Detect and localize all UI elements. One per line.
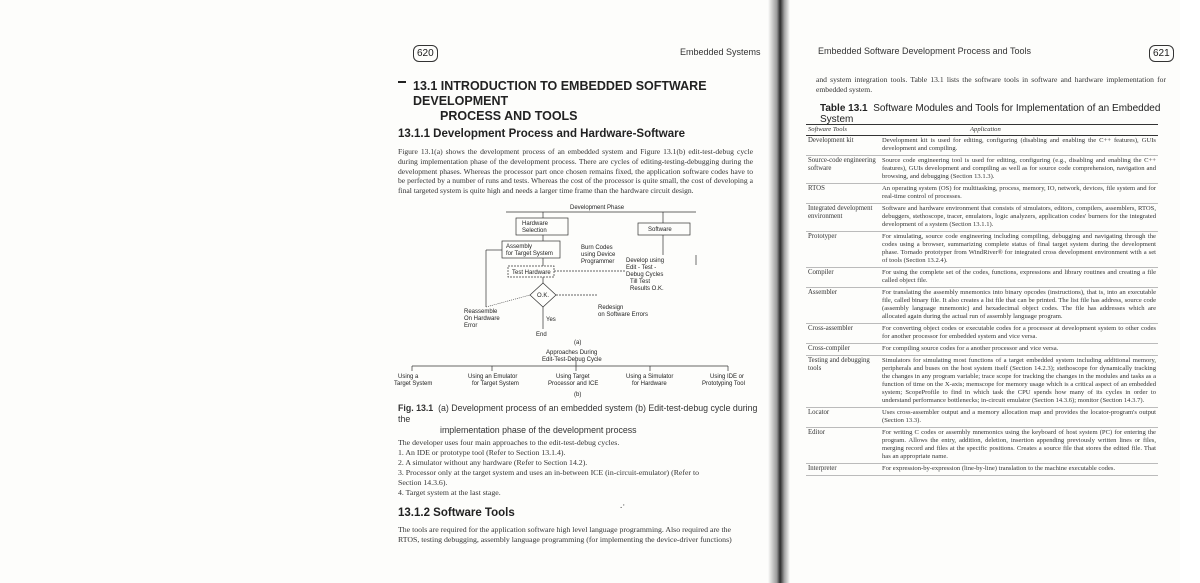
list-item: 1. An IDE or prototype tool (Refer to Section 13.1.4). <box>398 448 566 457</box>
tool-cell: Source-code engineering software <box>806 156 880 184</box>
tool-cell: Prototyper <box>806 232 880 268</box>
label-b: (b) <box>574 392 582 398</box>
list-item: 2. A simulator without any hardware (Refer to Section 14.2). <box>398 458 588 467</box>
tool-cell: Editor <box>806 428 880 464</box>
approach5-line1: Using IDE or <box>710 374 745 380</box>
label-a: (a) <box>574 340 582 346</box>
reasm-line3: Error <box>464 323 478 329</box>
caption-line1: (a) Development process of an embedded system (b) Edit-test-debug cycle during the <box>398 403 758 424</box>
page-number: 621 <box>1149 45 1174 62</box>
tool-cell: RTOS <box>806 184 880 204</box>
approaches-line2: Edit-Test-Debug Cycle <box>542 357 602 363</box>
test-hw-label: Test Hardware <box>512 270 551 276</box>
caption-line2: implementation phase of the development process <box>440 425 637 435</box>
right-intro <box>816 75 1166 95</box>
application-cell: Source code engineering tool is used for editing, configuring (e.g., disabling and enabling the C++ features), GUIs development and compiling as well as for source code comprehension, navigation and browsing, and debugging (Section 13.1.3). <box>880 156 1158 184</box>
table-row <box>806 232 1158 268</box>
approach5-line2: Prototyping Tool <box>702 381 745 387</box>
hw-sel-line2: Selection <box>522 228 547 234</box>
paragraph-2 <box>398 525 756 545</box>
table-row <box>806 184 1158 204</box>
paragraph-1 <box>398 147 753 196</box>
tool-cell: Locator <box>806 408 880 428</box>
application-cell: For translating the assembly mnemonics into binary opcodes (instructions), that is, into an executable file, called binary file. It also creates a list file that can be printed. The list file has address, source code (assembly language mnemonic) and hexadecimal object codes. The file has addresses which are allocated again during the actual run of assembly language program. <box>880 288 1158 324</box>
end-label: End <box>536 332 547 338</box>
reasm-line1: Reassemble <box>464 309 498 315</box>
table-row <box>806 204 1158 232</box>
running-head: Embedded Software Development Process and Tools <box>818 46 1031 56</box>
table-row <box>806 288 1158 324</box>
tool-cell: Compiler <box>806 268 880 288</box>
redesign-line2: on Software Errors <box>598 312 649 318</box>
book-gutter <box>768 0 790 583</box>
burn-line1: Burn Codes <box>581 245 613 251</box>
table-title-text: Software Modules and Tools for Implementation of an Embedded System <box>820 103 1161 125</box>
asm-line2: for Target System <box>506 251 553 257</box>
tool-cell: Development kit <box>806 136 880 156</box>
approach-items <box>398 448 758 498</box>
table-row <box>806 268 1158 288</box>
page-edge <box>1180 0 1200 583</box>
application-cell: For writing C codes or assembly mnemonics using the keyboard of host system (PC) for entering the program. Allows the entry, addition, deletion, insertion appending previously written lines or files, merging record and files at the specific positions. Creates a source file that stores the edited file. That has an appropriate name. <box>880 428 1158 464</box>
approaches-line1: Approaches During <box>546 350 598 356</box>
list-item: 3. Processor only at the target system and uses an in-between ICE (in-circuit-emulator) (Refer to <box>398 468 700 477</box>
yes-label: Yes <box>546 317 556 323</box>
subsection-title-1: 13.1.1 Development Process and Hardware-Software <box>398 128 685 140</box>
section-marker <box>398 81 406 83</box>
ok-label: O.K. <box>537 293 550 299</box>
phase-label: Development Phase <box>570 205 625 211</box>
section-title-line2: PROCESS AND TOOLS <box>440 109 578 123</box>
approach3-line1: Using Target <box>556 374 590 380</box>
paragraph-1-text: Figure 13.1(a) shows the development process of an embedded system and Figure 13.1(b) edit-test-debug cycle during implementation phase of the development process. There are cycles of editing-testing-debugging during the development phases. Whereas the processor part once chosen remains fixed, the application software codes have to be perfected by a number of runs and tests. Whereas the cost of the processor is quite small, the cost of developing a final targeted system is quite high and needs a larger time frame than the hardware circuit design. <box>398 147 753 196</box>
col-header-application: Application <box>880 125 1158 136</box>
tool-cell: Integrated development environment <box>806 204 880 232</box>
approach4-line1: Using a Simulator <box>626 374 674 380</box>
application-cell: For converting object codes or executable codes for a processor at development system to other codes for another processor for embedded system and vice versa. <box>880 324 1158 344</box>
table-row <box>806 344 1158 356</box>
table-row <box>806 136 1158 156</box>
tool-cell: Cross-assembler <box>806 324 880 344</box>
approach1-line1: Using a <box>398 374 419 380</box>
tool-cell: Interpreter <box>806 464 880 476</box>
section-title-line1: 13.1 INTRODUCTION TO EMBEDDED SOFTWARE DEVELOPMENT <box>413 79 707 108</box>
develop-line5: Results O.K. <box>630 286 664 292</box>
application-cell: For simulating, source code engineering including compiling, debugging and navigating through the codes using a browser, summarizing complete status of final target system during the development phase. Tornado prototyper from WindRiver® for integrated cross development environment with a set of tools (Section 13.2.4). <box>880 232 1158 268</box>
paragraph-2-line2: RTOS, testing debugging, assembly language programming (for implementing the device-driver functions) <box>398 535 732 544</box>
application-cell: Simulators for simulating most functions of a target embedded system including additional memory, peripherals and buses on the host system itself (Section 14.2.3); stethoscope for dynamically tracking the changes in any program variable; trace scope for tracking the changes in the modules and tasks as a function of time on the X-axis; memscope for memory usage which is a critical aspect of an embedded system; ScopeProfile to find in which task the CPU spends how many of its cycles in order to understand performance bottlenecks; in-circuit emulator (Section 14.3.6); monitor (Section 14.3.7). <box>880 356 1158 408</box>
figure-13-1-diagram <box>394 203 758 401</box>
develop-line4: Till Test <box>630 279 651 285</box>
table-row <box>806 156 1158 184</box>
stray-marks: .· <box>620 500 626 510</box>
develop-line2: Edit - Test - <box>626 265 657 271</box>
develop-line1: Develop using <box>626 258 665 264</box>
right-intro-text: and system integration tools. Table 13.1 lists the software tools in software and hardware implementation for embedded system. <box>816 75 1166 94</box>
right-page <box>792 0 1180 583</box>
approach4-line2: for Hardware <box>632 381 667 387</box>
col-header-tools: Software Tools <box>806 125 880 136</box>
table-header-row <box>806 125 1158 136</box>
develop-line3: Debug Cycles <box>626 272 664 278</box>
tool-cell: Cross-compiler <box>806 344 880 356</box>
application-cell: Uses cross-assembler output and a memory allocation map and provides the locator-program's output (Section 13.3). <box>880 408 1158 428</box>
table-row <box>806 324 1158 344</box>
approach2-line2: for Target System <box>472 381 519 387</box>
reasm-line2: On Hardware <box>464 316 500 322</box>
table-row <box>806 408 1158 428</box>
burn-line2: using Device <box>581 252 616 258</box>
tool-cell: Testing and debugging tools <box>806 356 880 408</box>
approach3-line2: Processor and ICE <box>548 381 599 387</box>
subsection-title-2: 13.1.2 Software Tools <box>398 507 515 519</box>
redesign-line1: Redesign <box>598 305 624 311</box>
application-cell: Development kit is used for editing, configuring (disabling and enabling the C++ features), GUIs development and compiling. <box>880 136 1158 156</box>
running-head: Embedded Systems <box>680 47 761 57</box>
figure-caption <box>398 403 758 436</box>
table-title <box>820 103 1180 125</box>
hw-sel-line1: Hardware <box>522 221 549 227</box>
asm-line1: Assembly <box>506 244 533 250</box>
application-cell: Software and hardware environment that consists of simulators, editors, compilers, assemblers, RTOS, debuggers, stethoscope, tracer, emulators, logic analyzers, application codes' burners for the integrated development of a system (Section 13.1.1). <box>880 204 1158 232</box>
table-row <box>806 464 1158 476</box>
application-cell: An operating system (OS) for multitasking, process, memory, IO, network, devices, file system and for real-time control of processes. <box>880 184 1158 204</box>
application-cell: For compiling source codes for a another processor and vice versa. <box>880 344 1158 356</box>
table-row <box>806 356 1158 408</box>
list-intro: The developer uses four main approaches to the edit-test-debug cycles. <box>398 438 620 447</box>
application-cell: For using the complete set of the codes, functions, expressions and library routines and creating a file called object file. <box>880 268 1158 288</box>
application-cell: For expression-by-expression (line-by-line) translation to the machine executable codes. <box>880 464 1158 476</box>
tool-cell: Assembler <box>806 288 880 324</box>
approach1-line2: Target System <box>394 381 433 387</box>
software-tools-table <box>806 124 1158 476</box>
page-number: 620 <box>413 45 438 62</box>
table-row <box>806 428 1158 464</box>
approaches-list <box>398 438 758 498</box>
burn-line3: Programmer <box>581 259 615 265</box>
caption-label: Fig. 13.1 <box>398 403 434 413</box>
paragraph-2-line1: The tools are required for the application software high level language programming. Also required are the <box>398 525 731 534</box>
list-item: 4. Target system at the last stage. <box>398 488 501 497</box>
table-label: Table 13.1 <box>820 103 868 114</box>
list-item: Section 14.3.6). <box>398 478 448 487</box>
approach2-line1: Using an Emulator <box>468 374 518 380</box>
section-title <box>413 79 768 124</box>
software-label: Software <box>648 227 672 233</box>
